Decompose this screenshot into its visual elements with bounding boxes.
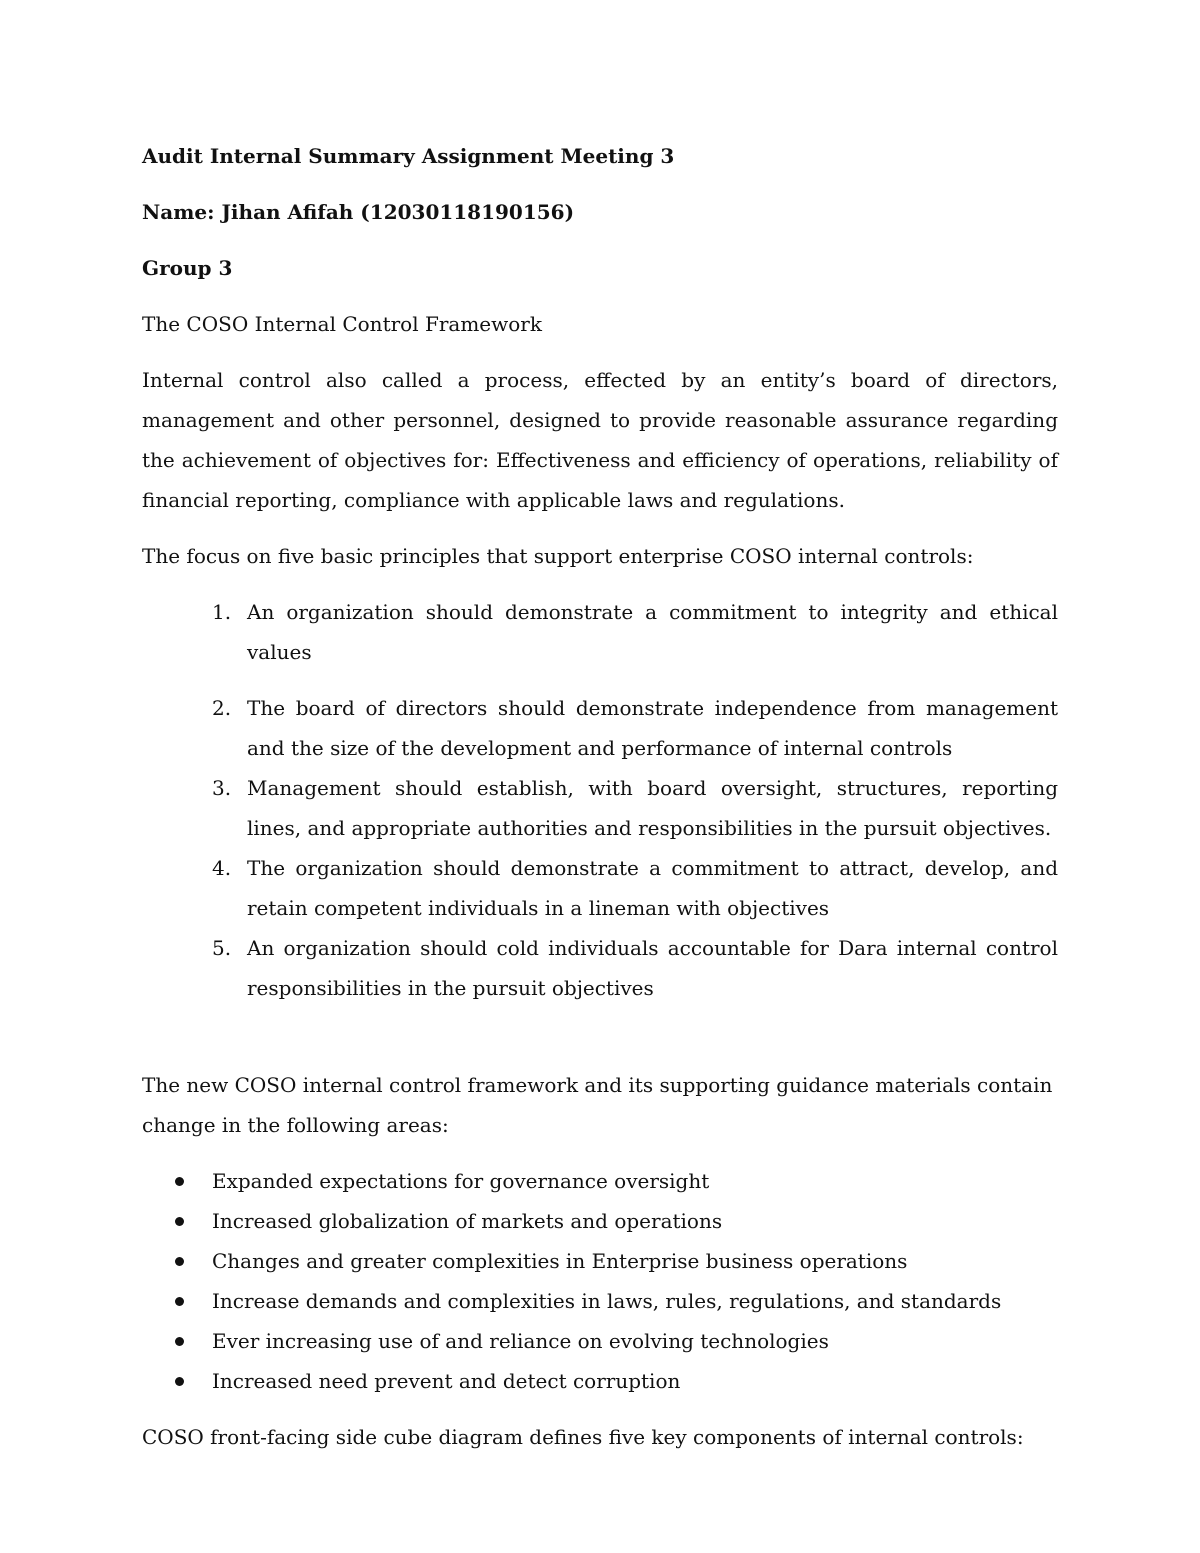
spacer	[142, 1008, 1058, 1065]
list-item	[142, 688, 1058, 768]
list-item-text: Increase demands and complexities in laws, rules, regulations, and standards	[212, 1289, 1002, 1313]
list-number: 2.	[212, 696, 232, 720]
list-item	[142, 592, 1058, 672]
group-label: Group 3	[142, 256, 233, 280]
list-item-text: Increased need prevent and detect corruption	[212, 1369, 681, 1393]
bullet-icon	[175, 1257, 184, 1266]
bullet-icon	[175, 1377, 184, 1386]
list-number: 4.	[212, 856, 232, 880]
bullet-icon	[175, 1337, 184, 1346]
list-item	[142, 1241, 1058, 1281]
definition-paragraph: Internal control also called a process, effected by an entity’s board of directors, management and other personnel, designed to provide reasonable assurance regarding the achievement of objectives for: Effectiveness and efficiency of operations, reliability of financial reporting, compliance with applicable laws and regulations.	[142, 368, 1058, 512]
bullet-icon	[175, 1297, 184, 1306]
change-areas-list	[142, 1161, 1058, 1401]
principles-list	[142, 592, 1058, 1008]
author-name: Name: Jihan Afifah (12030118190156)	[142, 200, 575, 224]
list-item	[142, 1321, 1058, 1361]
list-item-text: Changes and greater complexities in Enterprise business operations	[212, 1249, 908, 1273]
document-page	[142, 136, 1058, 1457]
list-item	[142, 1161, 1058, 1201]
list-item-text: Ever increasing use of and reliance on evolving technologies	[212, 1329, 829, 1353]
document-title: Audit Internal Summary Assignment Meeting 3	[142, 144, 675, 168]
focus-intro: The focus on five basic principles that support enterprise COSO internal controls:	[142, 544, 974, 568]
list-number: 5.	[212, 936, 232, 960]
bullet-icon	[175, 1177, 184, 1186]
list-item	[142, 848, 1058, 928]
list-item	[142, 768, 1058, 848]
list-item	[142, 1361, 1058, 1401]
list-item-text: An organization should cold individuals accountable for Dara internal control responsibilities in the pursuit objectives	[247, 936, 1058, 1000]
list-item-text: The board of directors should demonstrate independence from management and the size of the development and performance of internal controls	[247, 696, 1058, 760]
list-item-text: Management should establish, with board oversight, structures, reporting lines, and appropriate authorities and responsibilities in the pursuit objectives.	[247, 776, 1058, 840]
list-item-text: An organization should demonstrate a commitment to integrity and ethical values	[247, 600, 1058, 664]
list-number: 1.	[212, 600, 232, 624]
list-item	[142, 1281, 1058, 1321]
list-item-text: The organization should demonstrate a commitment to attract, develop, and retain competent individuals in a lineman with objectives	[247, 856, 1058, 920]
list-item-text: Increased globalization of markets and operations	[212, 1209, 723, 1233]
bullet-icon	[175, 1217, 184, 1226]
new-framework-intro: The new COSO internal control framework and its supporting guidance materials contain change in the following areas:	[142, 1073, 1053, 1137]
section-title: The COSO Internal Control Framework	[142, 312, 542, 336]
list-item-text: Expanded expectations for governance oversight	[212, 1169, 710, 1193]
cube-sentence: COSO front-facing side cube diagram defines five key components of internal controls:	[142, 1425, 1024, 1449]
list-item	[142, 928, 1058, 1008]
list-item	[142, 1201, 1058, 1241]
list-number: 3.	[212, 776, 232, 800]
